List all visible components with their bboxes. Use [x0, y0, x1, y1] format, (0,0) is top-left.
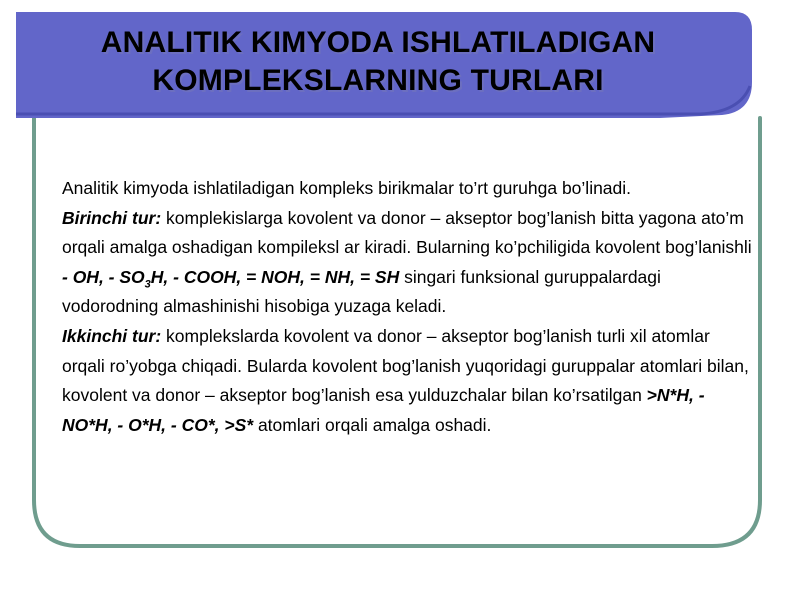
slide-body — [62, 174, 752, 440]
first-type-label: Birinchi tur: — [62, 207, 162, 228]
intro-paragraph: Analitik kimyoda ishlatiladigan kompleks birikmalar to’rt guruhga bo’linadi. — [62, 178, 632, 198]
second-type-label: Ikkinchi tur: — [62, 325, 162, 346]
slide-title-line1: ANALITIK KIMYODA ISHLATILADIGAN — [100, 26, 656, 59]
second-type-formula: >N*H, - NO*H, - O*H, - CO*, >S* — [62, 385, 705, 435]
first-type-paragraph — [62, 204, 752, 322]
first-type-text-b: singari funksional guruppalardagi vodorodning almashinishi hisobiga yuzaga keladi. — [62, 266, 661, 317]
first-type-text-a: komplekislarga kovolent va donor – akseptor bog’lanish bitta yagona ato’m orqali amalga oshadigan kompileksl ar kiradi. Bularning ko’pchiligida kovolent bog’lanishli — [62, 207, 752, 258]
first-type-formula — [62, 266, 400, 291]
second-type-text-a: komplekslarda kovolent va donor – akseptor bog’lanish turli xil atomlar orqali ro’yobga chiqadi. Bularda kovolent bog’lanish yuqoridagi guruppalar atomlari bilan, kovolent va donor – akseptor bog’lanish esa yulduzchalar bilan ko’rsatilgan — [62, 325, 749, 406]
slide-title-line2: KOMPLEKSLARNING TURLARI — [152, 64, 604, 97]
second-type-text-b: atomlari orqali amalga oshadi. — [253, 414, 492, 435]
first-type-formula-subscript: 3 — [144, 278, 151, 291]
second-type-paragraph — [62, 322, 752, 440]
first-type-formula-b: H, - COOH, = NOH, = NH, = SH — [150, 266, 400, 287]
first-type-formula-a: - OH, - SO — [62, 266, 145, 287]
slide-title — [20, 24, 736, 100]
